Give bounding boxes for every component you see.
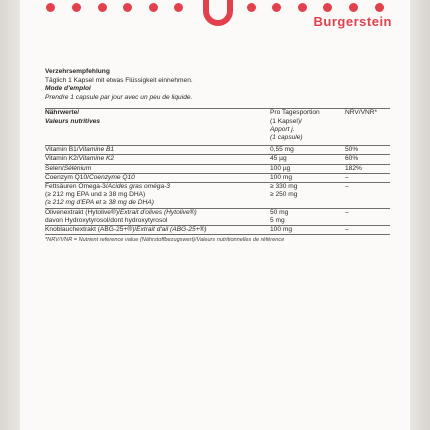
nutrient-amount: 100 mg bbox=[270, 226, 345, 235]
nutrient-nrv: 182% bbox=[345, 164, 390, 173]
nutrition-row bbox=[45, 146, 390, 155]
nutrient-nrv: – bbox=[345, 226, 390, 235]
brand-dot bbox=[98, 3, 107, 12]
brand-dot bbox=[375, 3, 384, 12]
dosage-title-de: Verzehrsempfehlung bbox=[45, 68, 110, 75]
brand-dot bbox=[298, 3, 307, 12]
brand-dot bbox=[272, 3, 281, 12]
dosage-text-de: Täglich 1 Kapsel mit etwas Flüssigkeit einnehmen. bbox=[45, 76, 193, 84]
nutrient-amount: 100 mg bbox=[270, 173, 345, 182]
nutrition-header-name: Nährwerte/ Valeurs nutritives bbox=[45, 109, 270, 146]
nutrient-name: Vitamin K2/Vitamine K2 bbox=[45, 155, 270, 164]
nutrient-amount: 50 mg 5 mg bbox=[270, 208, 345, 225]
brand-dot bbox=[46, 3, 55, 12]
nutrient-name: Fettsäuren Omega-3/Acides gras oméga-3 (≥ 212 mg EPA und ≥ 38 mg DHA) (≥ 212 mg d'EPA et ≥ 38 mg de DHA) bbox=[45, 183, 270, 209]
nutrition-row bbox=[45, 164, 390, 173]
box-side-left bbox=[0, 0, 20, 430]
nutrient-amount: 0,55 mg bbox=[270, 146, 345, 155]
nutrition-body bbox=[45, 146, 390, 235]
nutrient-name: Vitamin B1/Vitamine B1 bbox=[45, 146, 270, 155]
brand-dot bbox=[247, 3, 256, 12]
nutrient-name: Selen/Sélénium bbox=[45, 164, 270, 173]
nutrition-row bbox=[45, 155, 390, 164]
nutrient-amount: 45 µg bbox=[270, 155, 345, 164]
nutrition-table bbox=[45, 108, 390, 235]
nutrition-row bbox=[45, 208, 390, 225]
label-content bbox=[45, 68, 390, 245]
nutrient-name: Knoblauchextrakt (ABG-25+®)/Extrait d'ail (ABG-25+®) bbox=[45, 226, 270, 235]
brand-dot bbox=[123, 3, 132, 12]
nutrition-row bbox=[45, 183, 390, 209]
nutrition-header-portion: Pro Tagesportion (1 Kapsel)/ Apport j. (1 capsule) bbox=[270, 109, 345, 146]
brand-dot bbox=[72, 3, 81, 12]
brand-dot bbox=[349, 3, 358, 12]
nutrient-name: Coenzym Q10/Coenzyme Q10 bbox=[45, 173, 270, 182]
nutrient-amount: ≥ 330 mg ≥ 250 mg bbox=[270, 183, 345, 209]
nutrient-nrv: – bbox=[345, 208, 390, 225]
nrv-footnote: *NRV/VNR = Nutrient reference value (Nährstoffbezugswert)/Valeurs nutritionnelles de référence bbox=[45, 237, 285, 244]
nutrition-row bbox=[45, 226, 390, 235]
nutrient-amount: 100 µg bbox=[270, 164, 345, 173]
nutrition-header-nrv: NRV/VNR* bbox=[345, 109, 390, 146]
brand-header bbox=[38, 0, 392, 50]
box-side-right bbox=[410, 0, 430, 430]
nutrient-name: Olivenextrakt (Hytolive®)/Extrait d'olives (Hytolive®) davon Hydroxytyrosol/dont hydroxytyrosol bbox=[45, 208, 270, 225]
nutrient-nrv: 50% bbox=[345, 146, 390, 155]
brand-dot bbox=[323, 3, 332, 12]
dosage-title-fr: Mode d'emploi bbox=[45, 85, 91, 93]
nutrition-row bbox=[45, 173, 390, 182]
nutrient-nrv: – bbox=[345, 173, 390, 182]
brand-logo-icon bbox=[203, 0, 233, 26]
brand-name: Burgerstein bbox=[313, 14, 392, 29]
dosage-text-fr: Prendre 1 capsule par jour avec un peu de liquide. bbox=[45, 93, 193, 101]
brand-dot bbox=[149, 3, 158, 12]
brand-dot bbox=[174, 3, 183, 12]
nutrient-nrv: 60% bbox=[345, 155, 390, 164]
nutrient-nrv: – bbox=[345, 183, 390, 209]
nutrition-header-row bbox=[45, 109, 390, 146]
